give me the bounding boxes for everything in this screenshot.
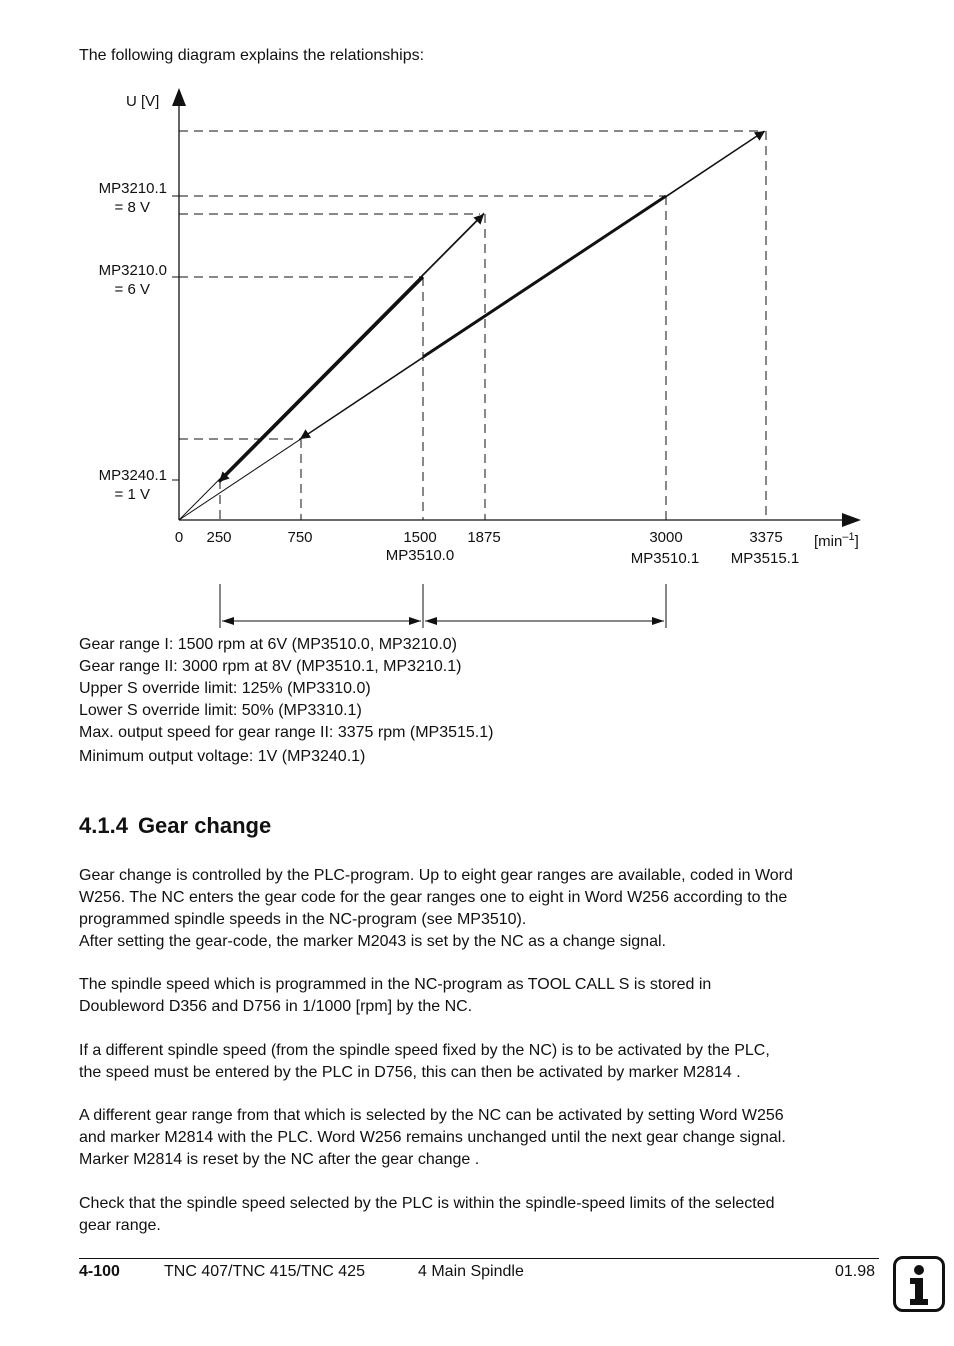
footer-page-number: 4-100 bbox=[79, 1263, 120, 1280]
paragraph-1 bbox=[79, 865, 889, 953]
gear-note: Max. output speed for gear range II: 3375 rpm (MP3515.1) bbox=[79, 724, 494, 741]
paragraph-line: the speed must be entered by the PLC in D756, this can then be activated by marker M2814 . bbox=[79, 1064, 741, 1081]
gear-range-2-segment bbox=[423, 196, 666, 357]
x-tick-1500: 1500 bbox=[403, 529, 437, 546]
y-axis-arrow bbox=[172, 88, 186, 106]
x-tick-250: 250 bbox=[206, 529, 232, 546]
paragraph-3 bbox=[79, 1040, 889, 1084]
gear-notes bbox=[79, 634, 889, 768]
gear-range-1-span-right-arrow bbox=[409, 617, 421, 625]
gear-range-2-span-right-arrow bbox=[652, 617, 664, 625]
y-label-1v-line2: = 1 V bbox=[114, 486, 150, 503]
x-sublabel-mp3510-1: MP3510.1 bbox=[630, 550, 700, 567]
gear-range-2-max-arrow bbox=[666, 131, 765, 197]
info-icon bbox=[893, 1256, 945, 1312]
y-axis-label: U [V] bbox=[126, 93, 160, 110]
x-tick-1875: 1875 bbox=[467, 529, 501, 546]
footer-date: 01.98 bbox=[835, 1263, 876, 1280]
paragraph-line: After setting the gear-code, the marker M2043 is set by the NC as a change signal. bbox=[79, 933, 666, 950]
x-tick-3000: 3000 bbox=[649, 529, 683, 546]
paragraph-4 bbox=[79, 1105, 889, 1171]
y-label-1v-line1: MP3240.1 bbox=[98, 467, 167, 484]
vertical-guides bbox=[220, 131, 766, 520]
paragraph-5 bbox=[79, 1193, 889, 1237]
y-label-6v-line1: MP3210.0 bbox=[98, 262, 167, 279]
x-sublabel-mp3510-0: MP3510.0 bbox=[385, 547, 455, 564]
intro-text: The following diagram explains the relationships: bbox=[79, 47, 425, 64]
x-tick-0: 0 bbox=[174, 529, 184, 546]
paragraph-line: Check that the spindle speed selected by the PLC is within the spindle-speed limits of the selected bbox=[79, 1195, 775, 1212]
paragraph-line: and marker M2814 with the PLC. Word W256 remains unchanged until the next gear change signal. bbox=[79, 1129, 786, 1146]
paragraph-line: W256. The NC enters the gear code for the gear ranges one to eight in Word W256 according to the bbox=[79, 889, 788, 906]
paragraph-line: A different gear range from that which is selected by the NC can be activated by setting Word W256 bbox=[79, 1107, 784, 1124]
horizontal-guides bbox=[179, 131, 760, 439]
gear-range-1-span-left-arrow bbox=[222, 617, 234, 625]
x-tick-3375: 3375 bbox=[749, 529, 783, 546]
paragraph-line: gear range. bbox=[79, 1217, 161, 1234]
gear-range-diagram bbox=[0, 0, 954, 640]
gear-note: Upper S override limit: 125% (MP3310.0) bbox=[79, 680, 371, 697]
gear-note: Minimum output voltage: 1V (MP3240.1) bbox=[79, 748, 366, 765]
x-axis-arrow bbox=[842, 513, 861, 527]
paragraph-line: programmed spindle speeds in the NC-program (see MP3510). bbox=[79, 911, 527, 928]
paragraph-line: The spindle speed which is programmed in the NC-program as TOOL CALL S is stored in bbox=[79, 976, 712, 993]
x-sublabel-mp3515-1: MP3515.1 bbox=[730, 550, 800, 567]
gear-note: Lower S override limit: 50% (MP3310.1) bbox=[79, 702, 362, 719]
gear-range-2-downshift-arrow bbox=[300, 357, 423, 439]
gear-note: Gear range II: 3000 rpm at 8V (MP3510.1, MP3210.1) bbox=[79, 658, 462, 675]
paragraph-2 bbox=[79, 974, 889, 1018]
gear-range-1-thin-line bbox=[179, 213, 484, 520]
section-heading bbox=[79, 813, 281, 839]
x-axis-unit: $[\min^{-1}]$ bbox=[814, 531, 859, 550]
section-title: Gear change bbox=[137, 813, 272, 838]
footer-product: TNC 407/TNC 415/TNC 425 bbox=[164, 1263, 365, 1280]
paragraph-line: If a different spindle speed (from the spindle speed fixed by the NC) is to be activated by the PLC, bbox=[79, 1042, 770, 1059]
y-label-6v-line2: = 6 V bbox=[114, 281, 150, 298]
footer-rule bbox=[79, 1258, 879, 1259]
paragraph-line: Gear change is controlled by the PLC-program. Up to eight gear ranges are available, coded in Word bbox=[79, 867, 793, 884]
y-label-8v-line1: MP3210.1 bbox=[98, 180, 167, 197]
gear-range-1-downshift-arrow bbox=[219, 277, 423, 482]
paragraph-line: Doubleword D356 and D756 in 1/1000 [rpm] by the NC. bbox=[79, 998, 473, 1015]
footer-chapter: 4 Main Spindle bbox=[418, 1263, 524, 1280]
y-label-8v-line2: = 8 V bbox=[114, 199, 150, 216]
gear-range-2-span-left-arrow bbox=[425, 617, 437, 625]
gear-note: Gear range I: 1500 rpm at 6V (MP3510.0, MP3210.0) bbox=[79, 636, 457, 653]
section-number: 4.1.4 bbox=[79, 813, 128, 838]
x-tick-750: 750 bbox=[287, 529, 313, 546]
paragraph-line: Marker M2814 is reset by the NC after the gear change . bbox=[79, 1151, 480, 1168]
